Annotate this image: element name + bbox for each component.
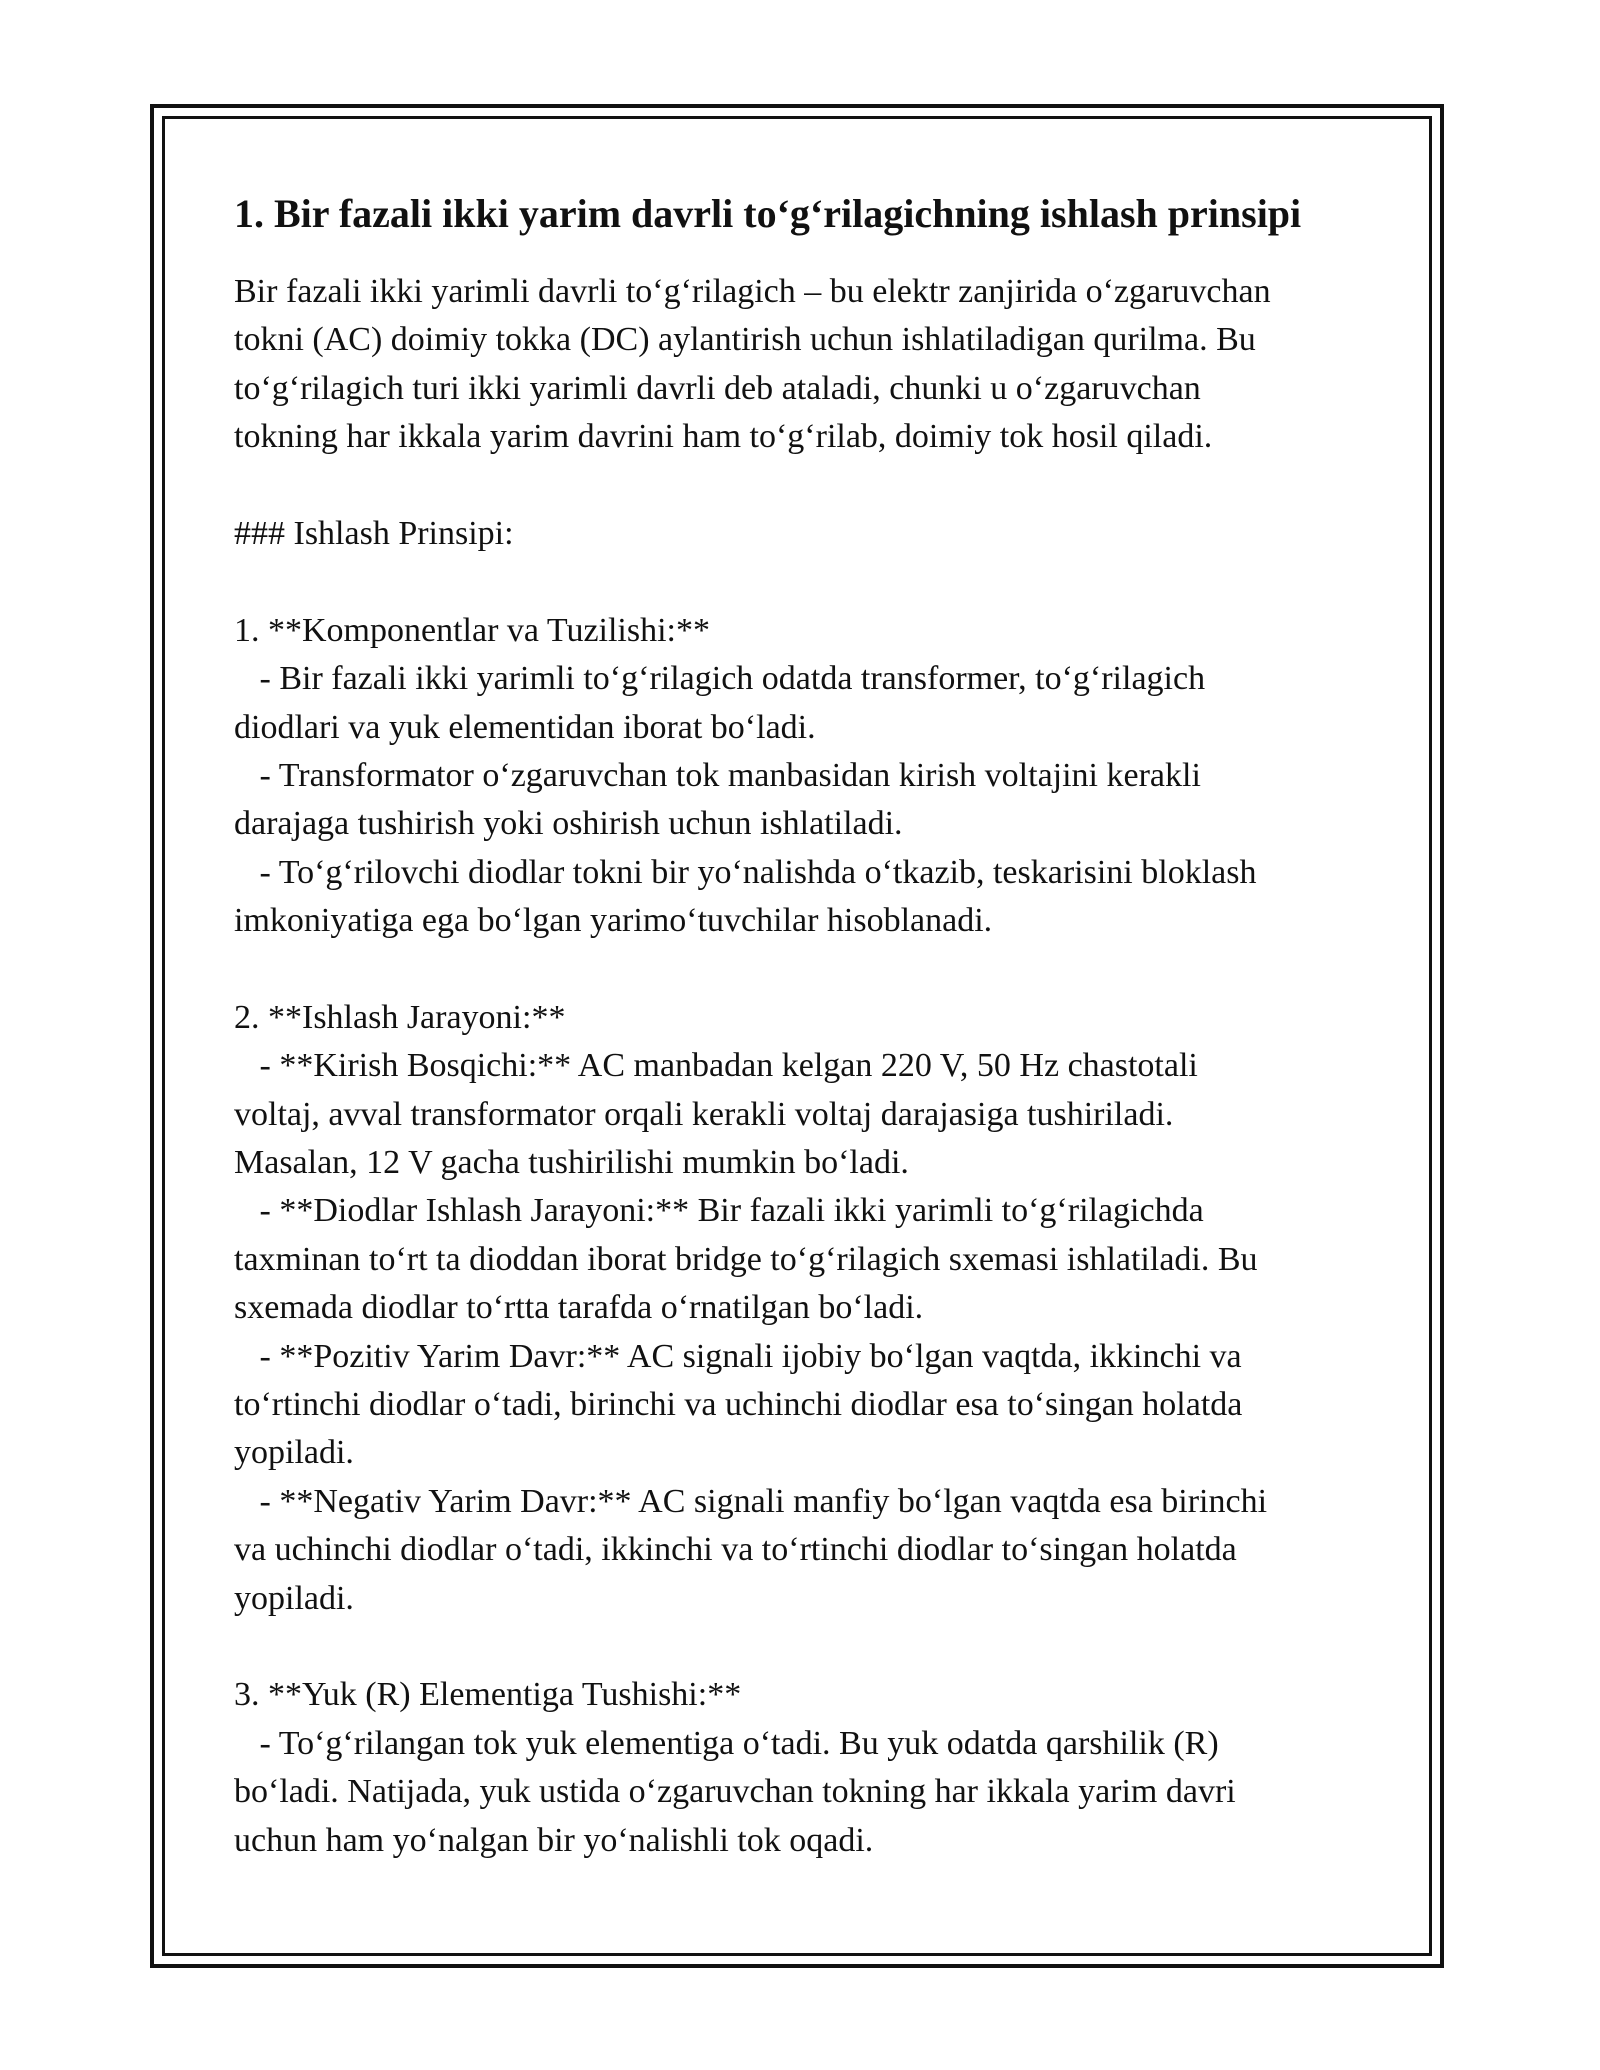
blank-line xyxy=(234,1623,1384,1671)
text-line: - **Diodlar Ishlash Jarayoni:** Bir fazali ikki yarimli to‘g‘rilagichda xyxy=(234,1192,1204,1230)
text-line: tokni (AC) doimiy tokka (DC) aylantirish uchun ishlatiladigan qurilma. Bu xyxy=(234,321,1256,359)
blank-line xyxy=(234,558,1384,606)
text-line: - To‘g‘rilovchi diodlar tokni bir yo‘nalishda o‘tkazib, teskarisini bloklash xyxy=(234,853,1257,891)
text-line: - **Negativ Yarim Davr:** AC signali manfiy bo‘lgan vaqtda esa birinchi xyxy=(234,1482,1268,1520)
text-line: - Bir fazali ikki yarimli to‘g‘rilagich odatda transformer, to‘g‘rilagich xyxy=(234,660,1206,698)
text-line: bo‘ladi. Natijada, yuk ustida o‘zgaruvchan tokning har ikkala yarim davri xyxy=(234,1773,1236,1811)
text-line: Masalan, 12 V gacha tushirilishi mumkin bo‘ladi. xyxy=(234,1144,909,1182)
document-title: 1. Bir fazali ikki yarim davrli to‘g‘rilagichning ishlash prinsipi xyxy=(234,191,1302,236)
text-line: to‘rtinchi diodlar o‘tadi, birinchi va uchinchi diodlar esa to‘singan holatda xyxy=(234,1385,1243,1423)
text-line: tokning har ikkala yarim davrini ham to‘g‘rilab, doimiy tok hosil qiladi. xyxy=(234,418,1213,456)
text-line: - To‘g‘rilangan tok yuk elementiga o‘tadi. Bu yuk odatda qarshilik (R) xyxy=(234,1724,1219,1762)
text-line: voltaj, avval transformator orqali kerakli voltaj darajasiga tushiriladi. xyxy=(234,1095,1174,1133)
text-line: taxminan to‘rt ta dioddan iborat bridge to‘g‘rilagich sxemasi ishlatiladi. Bu xyxy=(234,1240,1258,1278)
text-line: imkoniyatiga ega bo‘lgan yarimo‘tuvchilar hisoblanadi. xyxy=(234,902,993,940)
text-line: sxemada diodlar to‘rtta tarafda o‘rnatilgan bo‘ladi. xyxy=(234,1289,924,1327)
text-line: to‘g‘rilagich turi ikki yarimli davrli deb ataladi, chunki u o‘zgaruvchan xyxy=(234,369,1201,407)
list-heading: 1. **Komponentlar va Tuzilishi:** xyxy=(234,611,710,649)
text-line: - Transformator o‘zgaruvchan tok manbasidan kirish voltajini kerakli xyxy=(234,756,1201,794)
text-line: yopiladi. xyxy=(234,1579,354,1617)
text-line: uchun ham yo‘nalgan bir yo‘nalishli tok oqadi. xyxy=(234,1821,874,1859)
section-heading: ### Ishlash Prinsipi: xyxy=(234,514,514,552)
text-line: darajaga tushirish yoki oshirish uchun ishlatiladi. xyxy=(234,805,903,843)
text-line: - **Kirish Bosqichi:** AC manbadan kelgan 220 V, 50 Hz chastotali xyxy=(234,1047,1198,1085)
blank-line xyxy=(234,462,1384,510)
document-body xyxy=(234,180,1384,1865)
text-line: diodlari va yuk elementidan iborat bo‘ladi. xyxy=(234,708,816,746)
text-line: va uchinchi diodlar o‘tadi, ikkinchi va to‘rtinchi diodlar to‘singan holatda xyxy=(234,1531,1237,1569)
list-heading: 2. **Ishlash Jarayoni:** xyxy=(234,998,566,1036)
text-line: - **Pozitiv Yarim Davr:** AC signali ijobiy bo‘lgan vaqtda, ikkinchi va xyxy=(234,1337,1242,1375)
blank-line xyxy=(234,945,1384,993)
text-line: yopiladi. xyxy=(234,1434,354,1472)
list-heading: 3. **Yuk (R) Elementiga Tushishi:** xyxy=(234,1676,742,1714)
text-line: Bir fazali ikki yarimli davrli to‘g‘rilagich – bu elektr zanjirida o‘zgaruvchan xyxy=(234,273,1271,310)
